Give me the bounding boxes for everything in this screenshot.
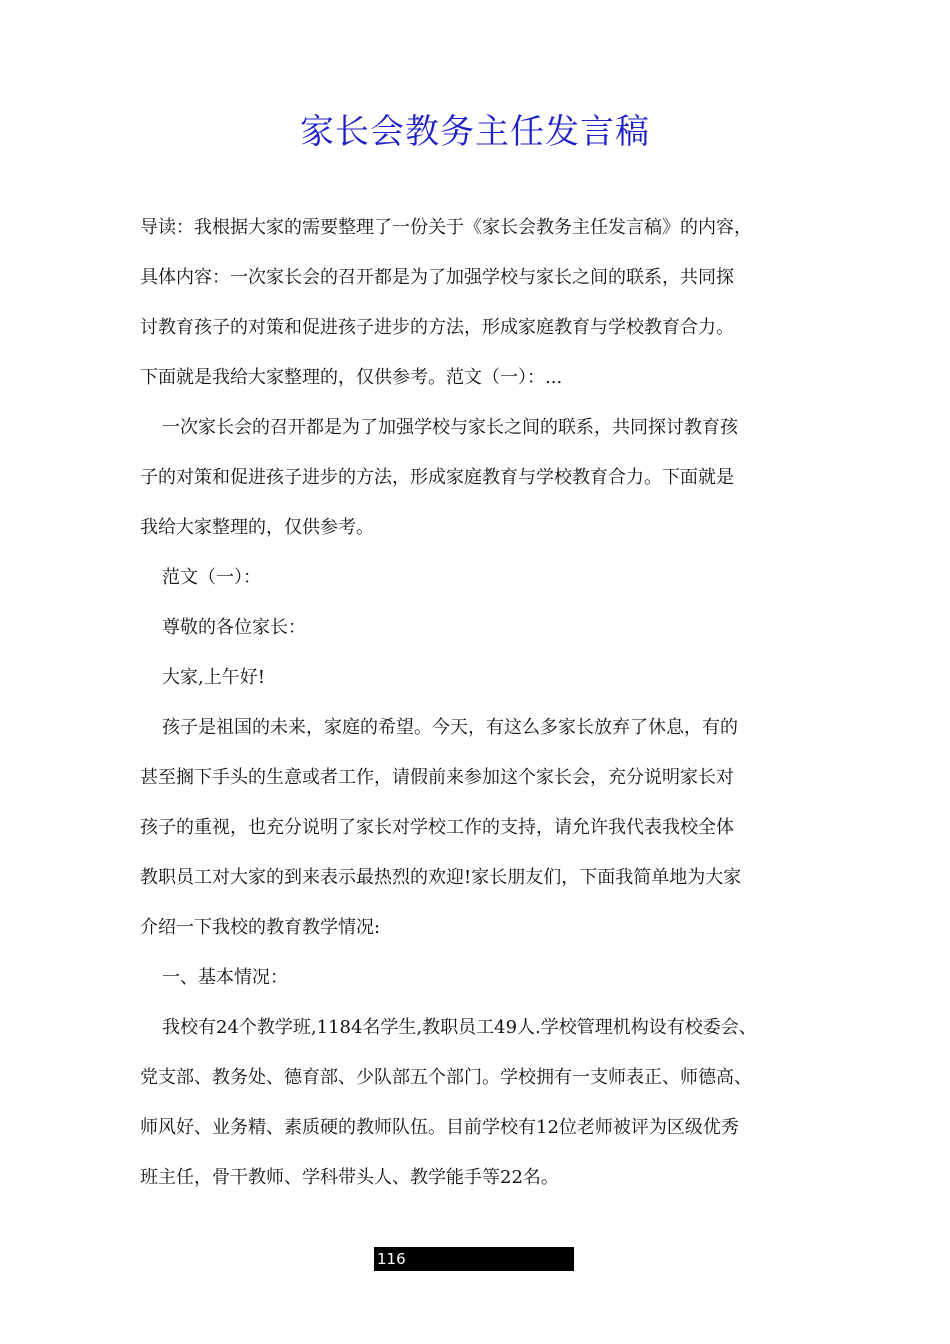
page-number: 116 [374,1247,574,1271]
document-title: 家长会教务主任发言稿 [300,112,650,152]
section-heading: 一、基本情况： [162,967,288,988]
paragraph-line: 班主任，骨干教师、学科带头人、教学能手等22名。 [140,1167,559,1188]
intro-line-3: 讨教育孩子的对策和促进孩子进步的方法，形成家庭教育与学校教育合力。 [140,317,734,338]
paragraph-line: 甚至搁下手头的生意或者工作，请假前来参加这个家长会，充分说明家长对 [140,767,734,788]
paragraph-line: 我给大家整理的，仅供参考。 [140,517,374,538]
paragraph-line: 我校有24个教学班,1184名学生,教职员工49人.学校管理机构设有校委会、 [162,1017,757,1038]
greeting: 大家,上午好! [162,667,265,688]
paragraph-line: 教职员工对大家的到来表示最热烈的欢迎!家长朋友们，下面我简单地为大家 [140,867,742,888]
section-label: 范文（一）： [162,567,261,588]
paragraph-line: 一次家长会的召开都是为了加强学校与家长之间的联系，共同探讨教育孩 [162,417,738,438]
intro-line-1: 导读：我根据大家的需要整理了一份关于《家长会教务主任发言稿》的内容， [140,217,752,238]
paragraph-line: 师风好、业务精、素质硬的教师队伍。目前学校有12位老师被评为区级优秀 [140,1117,739,1138]
paragraph-line: 子的对策和促进孩子进步的方法，形成家庭教育与学校教育合力。下面就是 [140,467,734,488]
paragraph-line: 孩子的重视，也充分说明了家长对学校工作的支持，请允许我代表我校全体 [140,817,734,838]
paragraph-line: 党支部、教务处、德育部、少队部五个部门。学校拥有一支师表正、师德高、 [140,1067,752,1088]
intro-line-2: 具体内容：一次家长会的召开都是为了加强学校与家长之间的联系，共同探 [140,267,734,288]
paragraph-line: 介绍一下我校的教育教学情况: [140,917,381,938]
intro-line-4: 下面就是我给大家整理的，仅供参考。范文（一）：... [140,367,563,388]
paragraph-line: 孩子是祖国的未来，家庭的希望。今天，有这么多家长放弃了休息，有的 [162,717,738,738]
salutation: 尊敬的各位家长： [162,617,306,638]
